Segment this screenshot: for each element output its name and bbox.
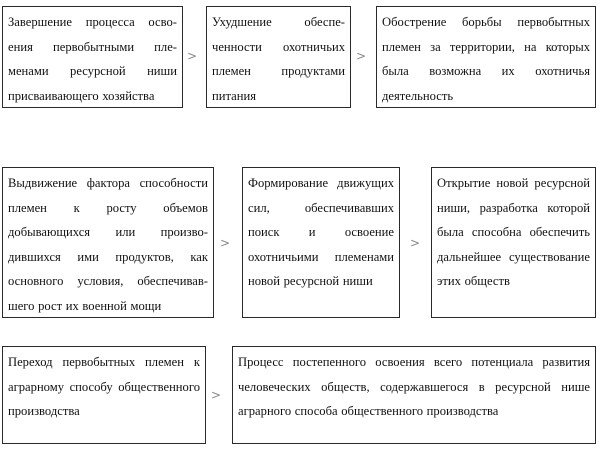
box-completion-of-appropriating-economy: Завершение процесса освоения первобытными племенами ресурсной ниши присваивающего хозяйства bbox=[2, 6, 183, 108]
arrow-5-to-6: > bbox=[410, 236, 421, 250]
arrow-1-to-2: > bbox=[187, 49, 198, 63]
arrow-4-to-5: > bbox=[220, 236, 231, 250]
arrow-2-to-3: > bbox=[356, 49, 367, 63]
box-territorial-struggle: Обострение борьбы первобытных племен за территории, на которых была возможна их охотничья деятельность bbox=[376, 6, 596, 108]
box-transition-to-agrarian-production: Переход первобытных племен к аграрному способу общественного производства bbox=[2, 346, 206, 444]
box-new-resource-niche-discovery: Открытие новой ресурсной ниши, разработка которой была способна обеспечить дальнейшее существование этих обществ bbox=[431, 167, 596, 318]
box-gradual-development-of-agrarian-niche: Процесс постепенного освоения всего потенциала развития человеческих обществ, содержавшегося в ресурсной нише аграрного способа общественного производства bbox=[232, 346, 596, 444]
arrow-7-to-8: > bbox=[211, 388, 222, 402]
box-driving-forces-formation: Формирование движущих сил, обеспечивавших поиск и освоение охотничьими племенами новой ресурсной ниши bbox=[242, 167, 400, 318]
box-food-supply-deterioration: Ухудшение обеспеченности охотничьих племен продуктами питания bbox=[206, 6, 351, 108]
box-production-growth-factor: Выдвижение фактора способности племен к росту объемов добывающихся или производившихся ими продуктов, как основного условия, обеспечивавшего рост их военной мощи bbox=[2, 167, 214, 318]
